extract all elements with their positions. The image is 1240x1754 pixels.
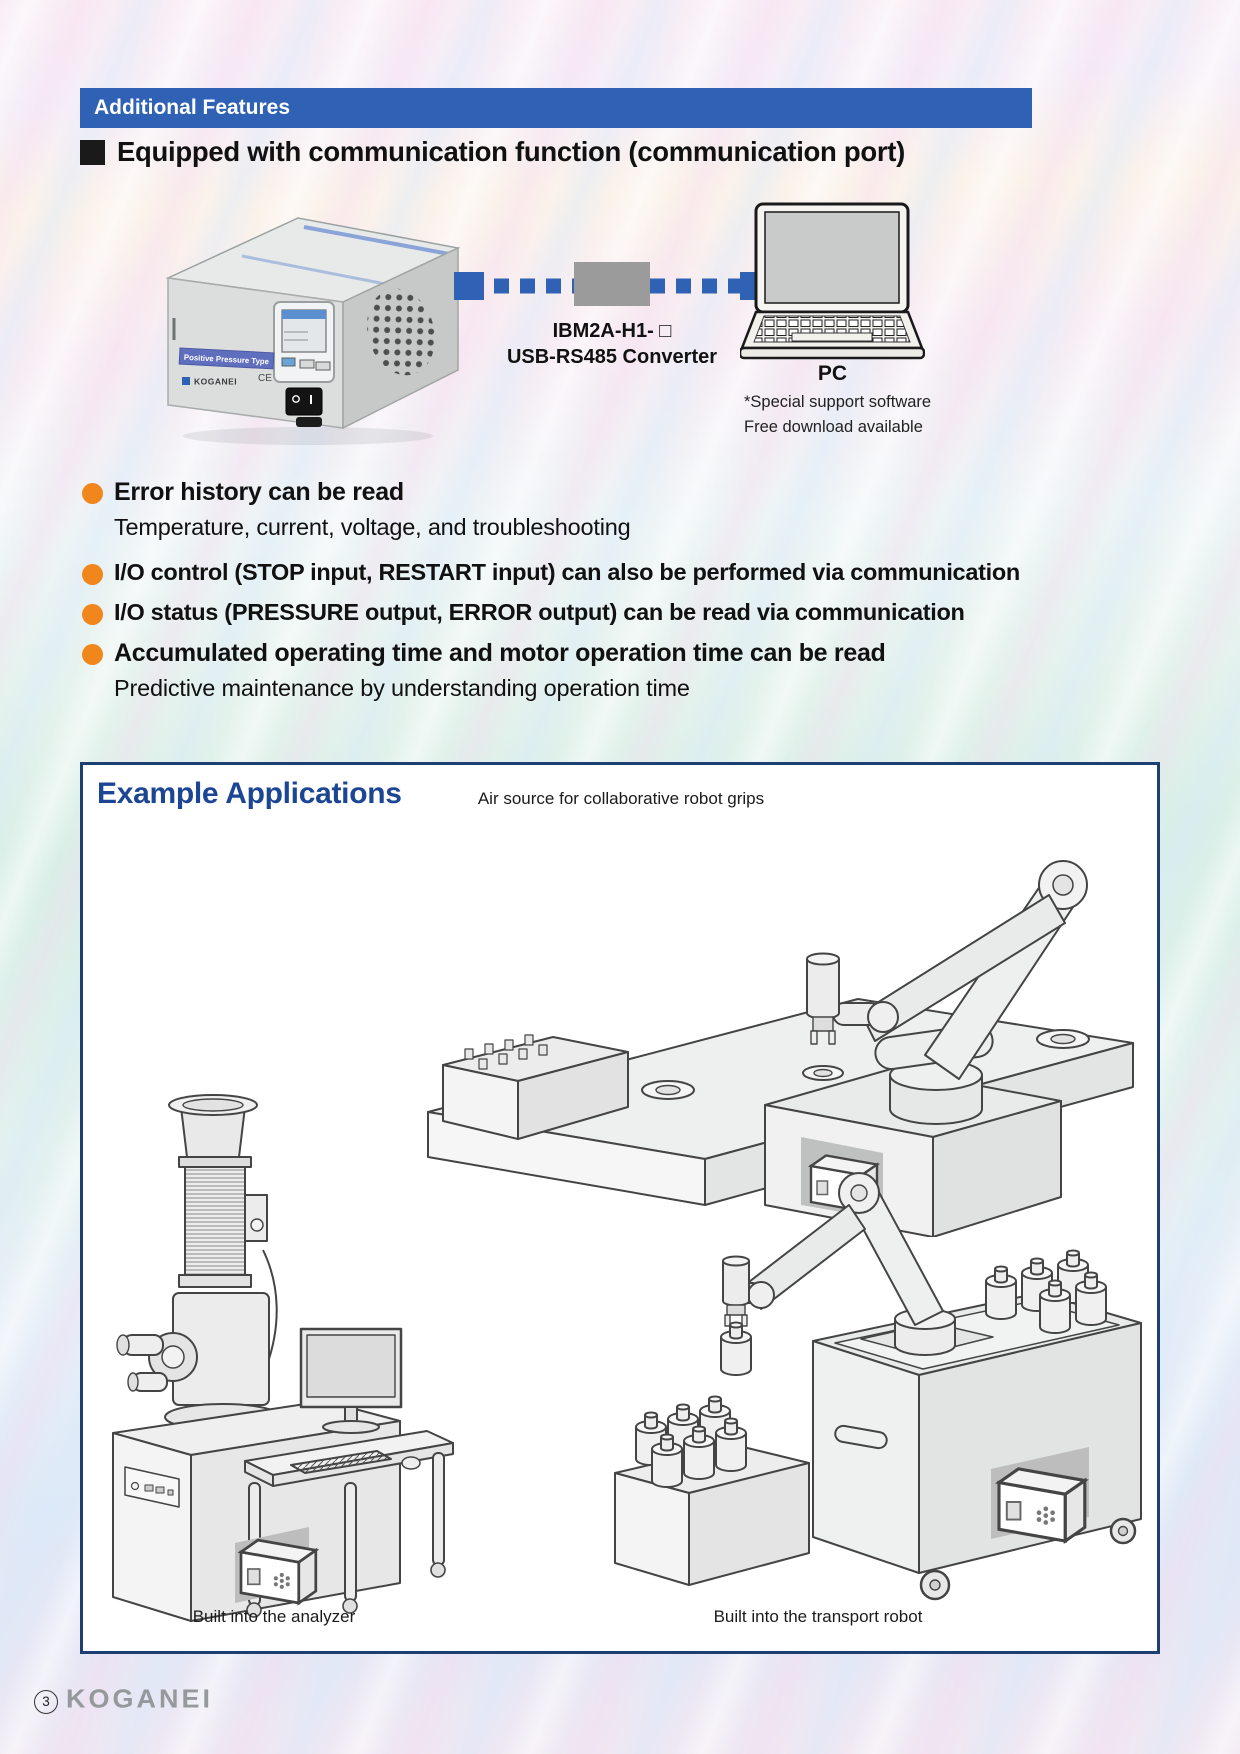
pc-label: PC bbox=[817, 362, 848, 385]
section-heading-text: Equipped with communication function (communication port) bbox=[117, 136, 906, 167]
feature-item bbox=[82, 559, 1172, 586]
feature-list bbox=[82, 478, 1172, 720]
feature-title: Error history can be read bbox=[114, 478, 404, 506]
feature-title: I/O control (STOP input, RESTART input) can also be performed via communication bbox=[114, 558, 1020, 585]
pressure-unit-photo bbox=[158, 200, 470, 448]
feature-item bbox=[82, 478, 1172, 507]
usb-rs485-converter-box bbox=[574, 262, 650, 306]
laptop-screen bbox=[765, 212, 899, 303]
feature-title: Accumulated operating time and motor operation time can be read bbox=[114, 638, 886, 667]
pc-note-line1: *Special support software bbox=[744, 393, 932, 411]
svg-text:KOGANEI: KOGANEI bbox=[194, 376, 238, 387]
ce-mark: CE bbox=[258, 373, 272, 384]
orange-bullet-icon bbox=[82, 483, 103, 504]
feature-detail: Predictive maintenance by understanding operation time bbox=[114, 674, 690, 701]
feature-item bbox=[82, 599, 1172, 626]
orange-bullet-icon bbox=[82, 564, 103, 585]
converter-model: IBM2A-H1- □ bbox=[552, 320, 672, 342]
feature-title: I/O status (PRESSURE output, ERROR output) can be read via communication bbox=[114, 598, 965, 625]
laptop-illustration bbox=[740, 202, 925, 362]
koganei-logo: KOGANEI bbox=[66, 1684, 214, 1714]
example-applications-box bbox=[80, 762, 1160, 1654]
square-bullet-icon bbox=[80, 140, 105, 165]
power-switch bbox=[286, 388, 322, 415]
pc-note-line2: Free download available bbox=[744, 417, 923, 436]
section-heading bbox=[80, 136, 1180, 168]
lcd-display bbox=[274, 302, 334, 382]
power-inlet bbox=[296, 417, 322, 427]
example-applications-title: Example Applications bbox=[97, 777, 402, 810]
feature-item bbox=[82, 639, 1172, 668]
converter-name: USB-RS485 Converter bbox=[506, 346, 718, 368]
page-number-badge: 3 bbox=[34, 1690, 58, 1714]
converter-labels bbox=[452, 320, 772, 369]
caption-robot-grips: Air source for collaborative robot grips bbox=[477, 789, 765, 808]
communication-cable-diagram bbox=[452, 250, 772, 320]
caption-analyzer: Built into the analyzer bbox=[192, 1607, 356, 1626]
cable-connector-left bbox=[454, 272, 484, 300]
feature-detail: Temperature, current, voltage, and troubleshooting bbox=[114, 513, 631, 540]
svg-text:Positive Pressure Type: Positive Pressure Type bbox=[183, 352, 270, 367]
orange-bullet-icon bbox=[82, 604, 103, 625]
section-header-bar: Additional Features bbox=[80, 88, 1032, 128]
analyzer-illustration bbox=[95, 1065, 455, 1625]
pc-note bbox=[744, 390, 1004, 440]
caption-transport-robot: Built into the transport robot bbox=[713, 1607, 923, 1626]
transport-robot-illustration bbox=[603, 1133, 1143, 1633]
orange-bullet-icon bbox=[82, 644, 103, 665]
